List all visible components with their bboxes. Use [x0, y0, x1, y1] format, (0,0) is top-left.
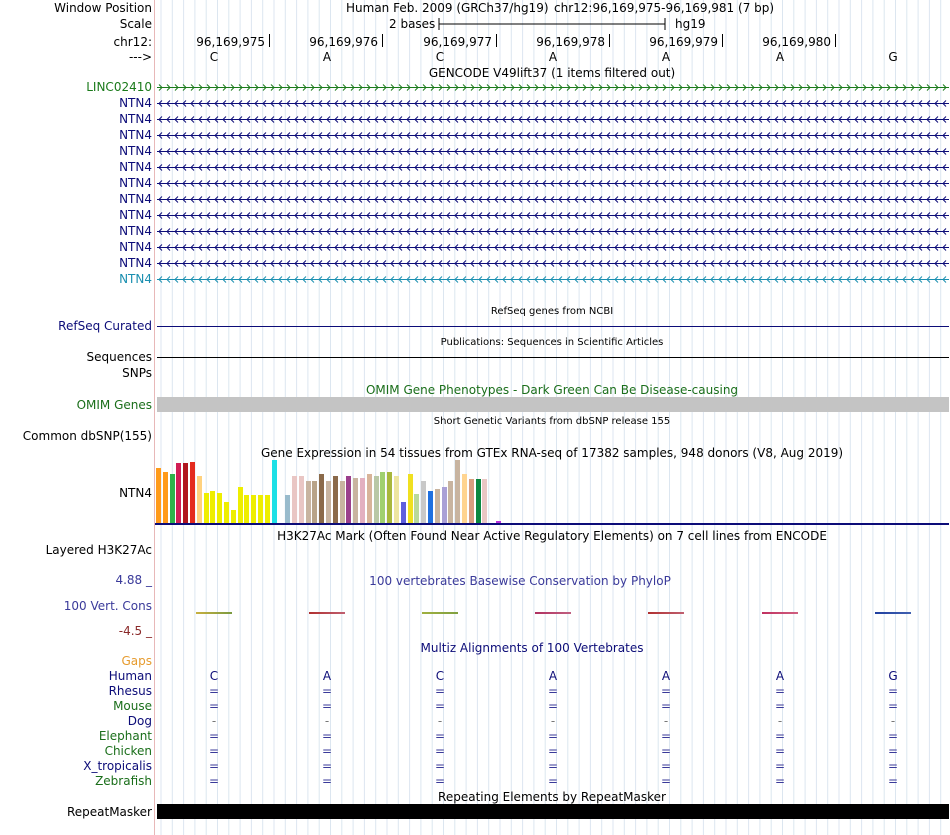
ruler-tick — [722, 34, 723, 47]
gtex-tissue-bar[interactable] — [421, 481, 426, 523]
snps-label[interactable]: SNPs — [122, 366, 152, 380]
gtex-tissue-bar[interactable] — [367, 474, 372, 523]
multiz-base: - — [211, 714, 217, 728]
gtex-tissue-bar[interactable] — [442, 487, 447, 523]
gtex-tissue-bar[interactable] — [455, 460, 460, 523]
multiz-base: = — [434, 759, 446, 773]
multiz-base: = — [321, 744, 333, 758]
gtex-tissue-bar[interactable] — [360, 478, 365, 523]
cons-mark[interactable] — [196, 612, 232, 614]
ruler-tick-label: 96,169,980 — [762, 35, 831, 49]
multiz-base: = — [434, 699, 446, 713]
multiz-base: = — [774, 759, 786, 773]
base-letter: G — [888, 50, 898, 64]
multiz-base: = — [547, 699, 559, 713]
multiz-base: = — [887, 744, 899, 758]
refseq-line[interactable] — [157, 326, 949, 327]
multiz-species-label[interactable]: Mouse — [113, 699, 152, 713]
gencode-row-label[interactable]: NTN4 — [119, 224, 152, 238]
gtex-tissue-bar[interactable] — [163, 472, 168, 523]
base-letter: A — [548, 50, 558, 64]
h3k27ac-track-title[interactable]: H3K27Ac Mark (Often Found Near Active Regulatory Elements) on 7 cell lines from ENCODE — [277, 529, 827, 543]
gtex-tissue-bar[interactable] — [299, 476, 304, 523]
cons-max-label: 4.88 _ — [115, 573, 152, 587]
gtex-tissue-bar[interactable] — [387, 472, 392, 523]
gencode-transcript[interactable] — [157, 243, 949, 252]
multiz-base: = — [208, 759, 220, 773]
multiz-base: = — [774, 729, 786, 743]
multiz-base: = — [660, 774, 672, 788]
gencode-row-label[interactable]: NTN4 — [119, 272, 152, 286]
ruler-tick-label: 96,169,979 — [649, 35, 718, 49]
gtex-tissue-bar[interactable] — [156, 468, 161, 523]
omim-bar[interactable] — [157, 397, 949, 412]
multiz-base: = — [208, 699, 220, 713]
gtex-tissue-bar[interactable] — [292, 476, 297, 523]
gtex-tissue-bar[interactable] — [312, 481, 317, 523]
gencode-transcript[interactable] — [157, 227, 949, 236]
gtex-tissue-bar[interactable] — [190, 462, 195, 523]
ruler-tick-label: 96,169,977 — [423, 35, 492, 49]
gtex-tissue-bar[interactable] — [462, 474, 467, 523]
multiz-base: C — [435, 669, 445, 683]
pubs-track-title[interactable]: Publications: Sequences in Scientific Articles — [440, 337, 664, 348]
assembly-text: Human Feb. 2009 (GRCh37/hg19) — [346, 1, 549, 15]
multiz-base: = — [434, 774, 446, 788]
base-letter: A — [322, 50, 332, 64]
multiz-species-label[interactable]: Zebrafish — [95, 774, 152, 788]
ruler-tick-label: 96,169,975 — [196, 35, 265, 49]
multiz-species-label[interactable]: Rhesus — [108, 684, 152, 698]
multiz-base: = — [547, 744, 559, 758]
gtex-tissue-bar[interactable] — [448, 481, 453, 523]
multiz-base: = — [887, 774, 899, 788]
gencode-transcript[interactable] — [157, 275, 949, 284]
gencode-row-label[interactable]: NTN4 — [119, 160, 152, 174]
cons-label[interactable]: 100 Vert. Cons — [63, 599, 152, 613]
multiz-track-title[interactable]: Multiz Alignments of 100 Vertebrates — [420, 641, 644, 655]
gtex-tissue-bar[interactable] — [224, 502, 229, 523]
gtex-track-title[interactable]: Gene Expression in 54 tissues from GTEx RNA-seq of 17382 samples, 948 donors (V8, Aug 2019) — [260, 446, 844, 460]
gencode-row-label[interactable]: NTN4 — [119, 208, 152, 222]
multiz-base: - — [777, 714, 783, 728]
gencode-transcript[interactable] — [157, 259, 949, 268]
multiz-base: = — [660, 699, 672, 713]
gtex-tissue-bar[interactable] — [244, 495, 249, 523]
multiz-base: = — [887, 699, 899, 713]
gtex-tissue-bar[interactable] — [374, 476, 379, 523]
gencode-transcript[interactable] — [157, 115, 949, 124]
scale-label: Scale — [119, 17, 152, 31]
multiz-base: = — [208, 774, 220, 788]
multiz-base: G — [888, 669, 898, 683]
db-text: hg19 — [675, 17, 706, 31]
multiz-base: = — [434, 744, 446, 758]
multiz-species-label[interactable]: Dog — [127, 714, 152, 728]
gtex-tissue-bar[interactable] — [435, 489, 440, 523]
gencode-row-label[interactable]: NTN4 — [119, 96, 152, 110]
gtex-tissue-bar[interactable] — [333, 476, 338, 523]
multiz-base: C — [209, 669, 219, 683]
gencode-row-label[interactable]: NTN4 — [119, 112, 152, 126]
chrom-label: chr12: — [113, 35, 152, 49]
gencode-row-label[interactable]: NTN4 — [119, 240, 152, 254]
gtex-tissue-bar[interactable] — [183, 463, 188, 523]
gtex-tissue-bar[interactable] — [238, 487, 243, 523]
multiz-base: = — [321, 774, 333, 788]
multiz-base: = — [660, 684, 672, 698]
ruler-tick-label: 96,169,978 — [536, 35, 605, 49]
gtex-tissue-bar[interactable] — [258, 495, 263, 523]
cons-mark[interactable] — [422, 612, 458, 614]
multiz-base: = — [774, 744, 786, 758]
multiz-base: = — [660, 744, 672, 758]
multiz-base: A — [548, 669, 558, 683]
gtex-tissue-bar[interactable] — [482, 479, 487, 523]
multiz-base: = — [547, 759, 559, 773]
gencode-row-label[interactable]: NTN4 — [119, 128, 152, 142]
gencode-transcript[interactable] — [157, 211, 949, 220]
position-text: chr12:96,169,975-96,169,981 (7 bp) — [554, 1, 775, 15]
gencode-track-title[interactable]: GENCODE V49lift37 (1 items filtered out) — [428, 66, 676, 80]
gtex-tissue-bar[interactable] — [231, 510, 236, 523]
gencode-transcript[interactable] — [157, 195, 949, 204]
scale-bar — [437, 16, 669, 32]
multiz-base: - — [550, 714, 556, 728]
gtex-tissue-bar[interactable] — [414, 494, 419, 523]
cons-mark[interactable] — [762, 612, 798, 614]
ruler-tick — [269, 34, 270, 47]
multiz-base: = — [321, 699, 333, 713]
gtex-tissue-bar[interactable] — [170, 474, 175, 523]
gtex-bar-chart[interactable] — [155, 459, 949, 525]
gtex-tissue-bar[interactable] — [340, 481, 345, 523]
gencode-row-label[interactable]: LINC02410 — [86, 80, 152, 94]
gtex-tissue-bar[interactable] — [408, 474, 413, 523]
gencode-row-label[interactable]: NTN4 — [119, 192, 152, 206]
multiz-base: = — [774, 699, 786, 713]
pubs-label[interactable]: Sequences — [86, 350, 152, 364]
multiz-base: = — [887, 684, 899, 698]
multiz-base: = — [208, 684, 220, 698]
gtex-tissue-bar[interactable] — [251, 495, 256, 523]
gencode-row-label[interactable]: NTN4 — [119, 176, 152, 190]
cons-mark[interactable] — [309, 612, 345, 614]
gtex-tissue-bar[interactable] — [265, 495, 270, 523]
gtex-tissue-bar[interactable] — [353, 478, 358, 523]
ruler-tick-label: 96,169,976 — [309, 35, 378, 49]
strand-label: ---> — [128, 50, 152, 64]
gtex-tissue-bar[interactable] — [476, 479, 481, 523]
multiz-base: A — [775, 669, 785, 683]
multiz-base: - — [890, 714, 896, 728]
gtex-tissue-bar[interactable] — [272, 460, 277, 523]
gencode-transcript[interactable] — [157, 163, 949, 172]
gencode-row-label[interactable]: NTN4 — [119, 144, 152, 158]
gtex-tissue-bar[interactable] — [217, 493, 222, 523]
multiz-base: = — [887, 759, 899, 773]
omim-track-title[interactable]: OMIM Gene Phenotypes - Dark Green Can Be Disease-causing — [365, 383, 739, 397]
repeatmasker-label[interactable]: RepeatMasker — [66, 805, 152, 819]
gencode-transcript[interactable] — [157, 83, 949, 92]
h3k27ac-label[interactable]: Layered H3K27Ac — [45, 543, 152, 557]
refseq-label[interactable]: RefSeq Curated — [58, 319, 152, 333]
multiz-base: = — [547, 684, 559, 698]
multiz-base: = — [321, 729, 333, 743]
omim-label[interactable]: OMIM Genes — [76, 398, 152, 412]
base-letter: A — [661, 50, 671, 64]
gtex-tissue-bar[interactable] — [394, 476, 399, 523]
base-letter: C — [435, 50, 445, 64]
multiz-species-label[interactable]: Human — [108, 669, 152, 683]
ruler-tick — [496, 34, 497, 47]
gtex-tissue-bar[interactable] — [306, 481, 311, 523]
multiz-base: = — [660, 729, 672, 743]
gencode-transcript[interactable] — [157, 131, 949, 140]
multiz-base: = — [321, 759, 333, 773]
multiz-base: = — [434, 684, 446, 698]
gencode-transcript[interactable] — [157, 179, 949, 188]
multiz-base: = — [774, 774, 786, 788]
base-letter: A — [775, 50, 785, 64]
multiz-base: - — [437, 714, 443, 728]
gtex-tissue-bar[interactable] — [346, 476, 351, 523]
multiz-base: = — [321, 684, 333, 698]
multiz-base: = — [887, 729, 899, 743]
multiz-base: = — [547, 729, 559, 743]
refseq-track-title[interactable]: RefSeq genes from NCBI — [490, 306, 614, 317]
gtex-tissue-bar[interactable] — [401, 502, 406, 523]
window-position-label: Window Position — [54, 1, 152, 15]
multiz-base: = — [660, 759, 672, 773]
gencode-transcript[interactable] — [157, 147, 949, 156]
gtex-tissue-bar[interactable] — [197, 476, 202, 523]
multiz-base: A — [661, 669, 671, 683]
gtex-tissue-bar[interactable] — [285, 495, 290, 523]
gtex-tissue-bar[interactable] — [326, 481, 331, 523]
gencode-row-label[interactable]: NTN4 — [119, 256, 152, 270]
repeatmasker-track-title[interactable]: Repeating Elements by RepeatMasker — [438, 790, 666, 804]
multiz-base: = — [208, 729, 220, 743]
gtex-tissue-bar[interactable] — [210, 491, 215, 523]
gtex-tissue-bar[interactable] — [204, 493, 209, 523]
cons-mark[interactable] — [535, 612, 571, 614]
multiz-base: = — [434, 729, 446, 743]
multiz-species-label[interactable]: Elephant — [98, 729, 152, 743]
multiz-base: - — [663, 714, 669, 728]
multiz-base: A — [322, 669, 332, 683]
label-separator — [154, 0, 155, 835]
gtex-tissue-bar[interactable] — [380, 472, 385, 523]
multiz-base: = — [774, 684, 786, 698]
repeatmasker-bar[interactable] — [157, 804, 949, 819]
dbsnp-label[interactable]: Common dbSNP(155) — [22, 429, 152, 443]
pubs-line[interactable] — [157, 357, 949, 358]
ruler-tick — [835, 34, 836, 47]
dbsnp-track-title[interactable]: Short Genetic Variants from dbSNP release 155 — [433, 416, 671, 427]
multiz-base: = — [208, 744, 220, 758]
multiz-base: - — [324, 714, 330, 728]
gencode-transcript[interactable] — [157, 99, 949, 108]
gtex-baseline — [155, 523, 949, 525]
cons-mark[interactable] — [875, 612, 911, 614]
ruler-tick — [609, 34, 610, 47]
scale-text: 2 bases — [389, 17, 436, 31]
gtex-tissue-bar[interactable] — [319, 474, 324, 523]
gtex-label[interactable]: NTN4 — [119, 486, 152, 500]
multiz-species-label[interactable]: Chicken — [104, 744, 152, 758]
cons-mark[interactable] — [648, 612, 684, 614]
cons-min-label: -4.5 _ — [118, 624, 152, 638]
gaps-label[interactable]: Gaps — [121, 654, 152, 668]
gtex-tissue-bar[interactable] — [176, 463, 181, 523]
multiz-base: = — [547, 774, 559, 788]
cons-track-title[interactable]: 100 vertebrates Basewise Conservation by PhyloP — [369, 574, 671, 588]
multiz-species-label[interactable]: X_tropicalis — [83, 759, 152, 773]
gtex-tissue-bar[interactable] — [469, 479, 474, 523]
ruler-tick — [382, 34, 383, 47]
base-letter: C — [209, 50, 219, 64]
gtex-tissue-bar[interactable] — [428, 491, 433, 523]
